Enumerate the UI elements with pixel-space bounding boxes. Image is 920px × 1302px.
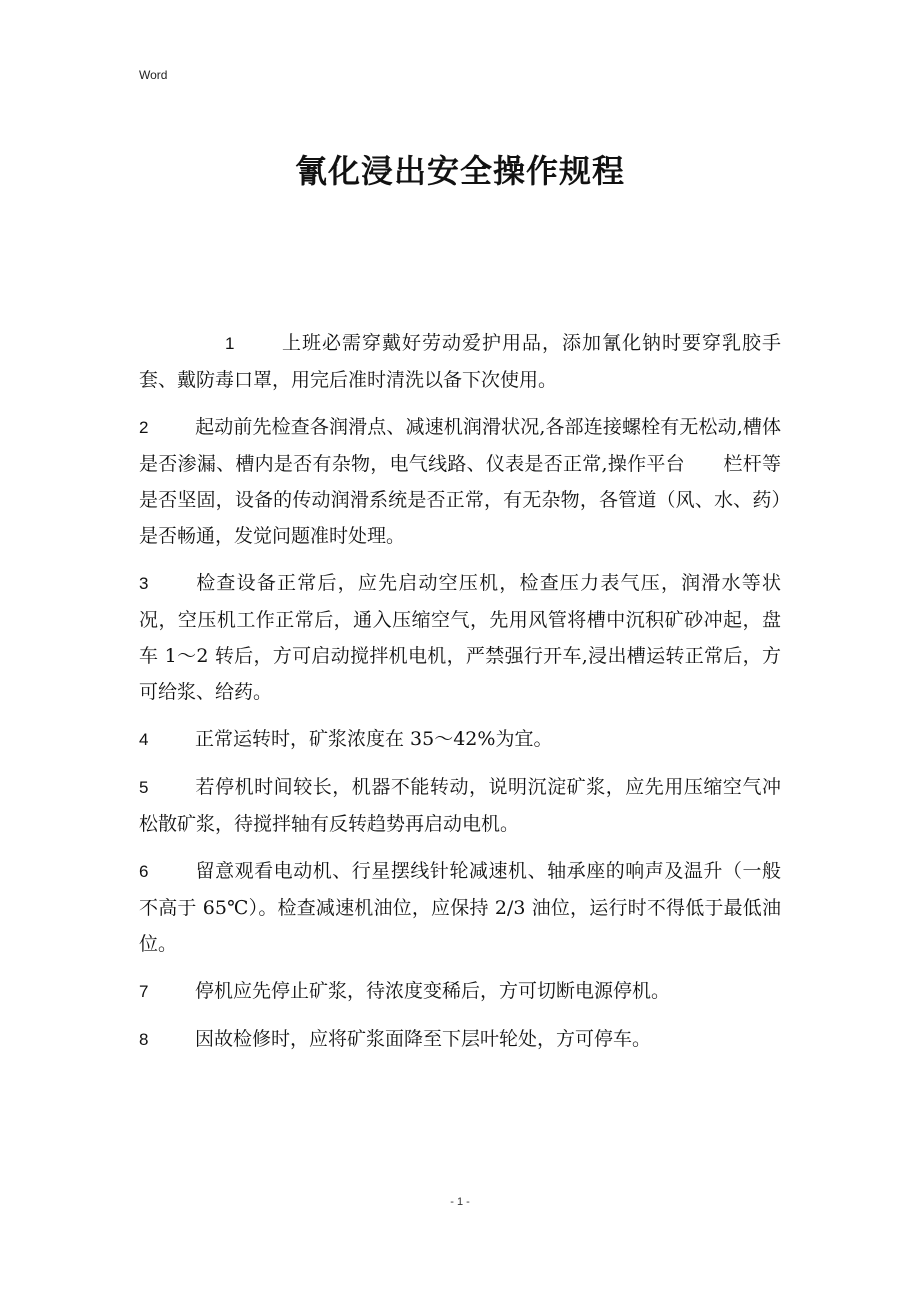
list-item	[139, 325, 781, 398]
page-number: - 1 -	[450, 1196, 470, 1208]
list-item	[139, 973, 781, 1010]
list-item	[139, 1021, 781, 1058]
item-number: 8	[139, 1030, 149, 1049]
item-text: 起动前先检查各润滑点、减速机润滑状况,各部连接螺栓有无松动,槽体是否渗漏、槽内是否有杂物，电气线路、仪表是否正常,操作平台 栏杆等是否坚固，设备的传动润滑系统是否正常，有无杂物，各管道（风、水、药）是否畅通，发觉问题准时处理。	[139, 416, 781, 547]
list-item	[139, 769, 781, 842]
item-text: 留意观看电动机、行星摆线针轮减速机、轴承座的响声及温升（一般不高于 65℃）。检查减速机油位，应保持 2/3 油位，运行时不得低于最低油位。	[139, 860, 781, 955]
item-number: 4	[139, 730, 149, 749]
document-title: 氰化浸出安全操作规程	[294, 152, 625, 190]
list-item	[139, 565, 781, 710]
document-body	[139, 325, 781, 1069]
item-text: 正常运转时，矿浆浓度在 35～42%为宜。	[195, 728, 553, 750]
list-item	[139, 721, 781, 758]
item-number: 6	[139, 862, 149, 881]
item-number: 3	[139, 574, 149, 593]
list-item	[139, 409, 781, 554]
item-text: 因故检修时，应将矿浆面降至下层叶轮处，方可停车。	[195, 1028, 652, 1050]
item-number: 7	[139, 982, 149, 1001]
item-text: 检查设备正常后，应先启动空压机，检查压力表气压，润滑水等状况，空压机工作正常后，通入压缩空气，先用风管将槽中沉积矿砂冲起，盘车 1～2 转后，方可启动搅拌机电机，严禁强行开车,浸出槽运转正常后，方可给浆、给药。	[139, 572, 781, 703]
list-item	[139, 853, 781, 962]
item-text: 若停机时间较长，机器不能转动，说明沉淀矿浆，应先用压缩空气冲松散矿浆，待搅拌轴有反转趋势再启动电机。	[139, 776, 781, 835]
item-text: 停机应先停止矿浆，待浓度变稀后，方可切断电源停机。	[195, 980, 671, 1002]
item-number: 5	[139, 778, 149, 797]
item-text: 上班必需穿戴好劳动爱护用品，添加氰化钠时要穿乳胶手套、戴防毒口罩，用完后准时清洗以备下次使用。	[139, 332, 781, 391]
item-number: 1	[225, 334, 235, 353]
item-number: 2	[139, 418, 149, 437]
document-header-label: Word	[139, 68, 168, 82]
